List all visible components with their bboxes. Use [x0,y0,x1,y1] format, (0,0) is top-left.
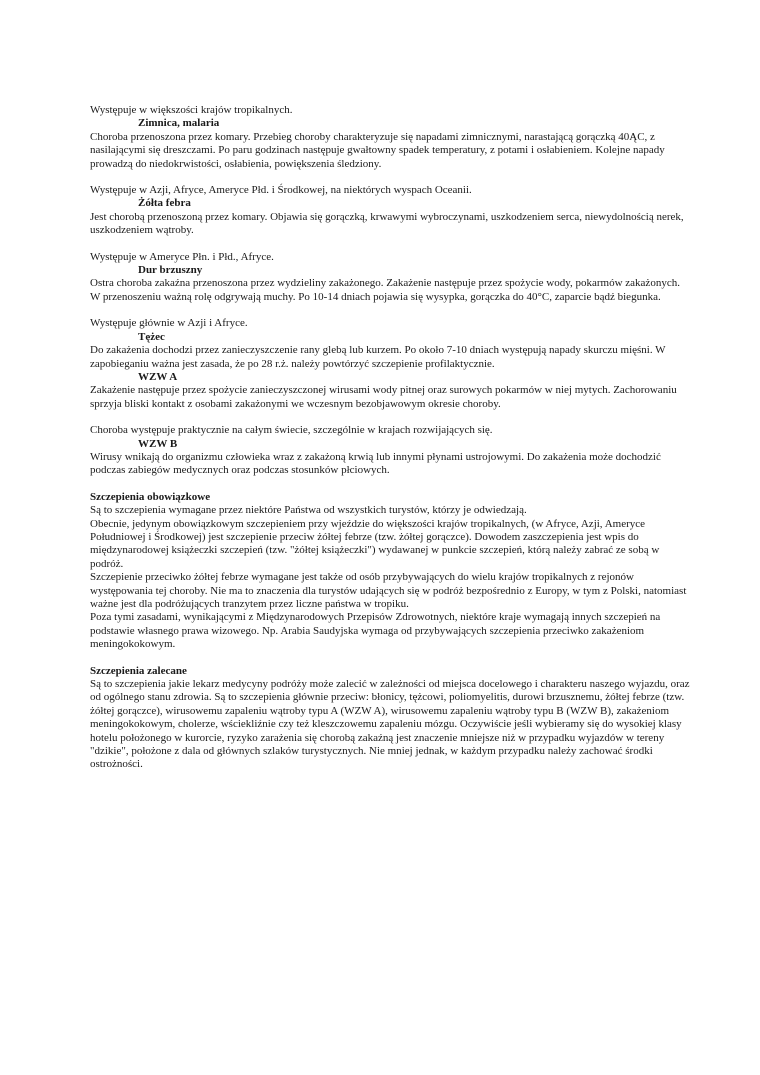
mandatory-paragraph: Poza tymi zasadami, wynikającymi z Międzynarodowych Przepisów Zdrowotnych, niektóre kraje wymagają innych szczepień na podstawie własnego prawa wizowego. Np. Arabia Saudyjska wymaga od przybywających szczepienia przeciwko zakażeniom meningokokowym. [90,611,661,651]
section-heading-recommended-vaccinations: Szczepienia zalecane [90,664,187,677]
section-heading-hepatitis-b: WZW B [138,437,178,450]
section-heading-tetanus: Tężec [138,330,165,343]
occurrence-line: Występuje w Azji, Afryce, Ameryce Płd. i Środkowej, na niektórych wyspach Oceanii. [90,184,472,197]
occurrence-line: Choroba występuje praktycznie na całym świecie, szczególnie w krajach rozwijających się. [90,424,493,437]
occurrence-line: Występuje w większości krajów tropikalnych. [90,104,293,116]
mandatory-paragraph: Obecnie, jedynym obowiązkowym szczepieniem przy wjeździe do większości krajów tropikalnych, (w Afryce, Azji, Ameryce Południowej i Środkowej) jest szczepienie przeciw żółtej febrze (tzw. żółtej gorączce). Dowodem zaszczepienia jest wpis do międzynarodowej książeczki szczepień (tzw. "żółtej książeczki") wydawanej w punkcie szczepień, którą należy zabrać ze sobą w podróż. [90,517,660,570]
malaria-description: Choroba przenoszona przez komary. Przebieg choroby charakteryzuje się napadami zimnicznymi, narastającą gorączką 40ĄC, z nasilającymi się dreszczami. Po paru godzinach następuje gwałtowny spadek temperatury, z potami i osłabieniem. Kolejne napady prowadzą do niedokrwistości, osłabienia, powiększenia śledziony. [90,130,665,170]
section-heading-malaria: Zimnica, malaria [138,117,220,130]
section-heading-hepatitis-a: WZW A [138,370,178,383]
typhoid-description: Ostra choroba zakaźna przenoszona przez wydzieliny zakażonego. Zakażenie następuje przez spożycie wody, pokarmów zakażonych. W przenoszeniu ważną rolę odgrywają muchy. Po 10-14 dniach pojawia się wysypka, gorączka do 40°C, zaparcie bądź biegunka. [90,277,680,303]
mandatory-paragraph: Są to szczepienia wymagane przez niektóre Państwa od wszystkich turystów, którzy je odwiedzają. [90,504,527,517]
section-heading-yellow-fever: Żółta febra [138,197,191,210]
mandatory-paragraph: Szczepienie przeciwko żółtej febrze wymagane jest także od osób przybywających do wielu krajów tropikalnych z rejonów występowania tej choroby. Nie ma to znaczenia dla turystów udających się w podróż bezpośrednio z Europy, w tym z Polski, natomiast ważne jest dla podróżujących tranzytem przez liczne państwa w tropiku. [90,571,687,610]
section-heading-mandatory-vaccinations: Szczepienia obowiązkowe [90,490,211,503]
section-heading-typhoid: Dur brzuszny [138,264,203,277]
recommended-paragraph: Są to szczepienia jakie lekarz medycyny podróży może zalecić w zależności od miejsca docelowego i charakteru naszego wyjazdu, oraz od ogólnego stanu zdrowia. Są to szczepienia głównie przeciw: błonicy, tężcowi, poliomyelitis, durowi brzusznemu, żółtej febrze (tzw. żółtej gorączce), wirusowemu zapaleniu wątroby typu A (WZW A), wirusowemu zapaleniu wątroby typu B (WZW B), zakażeniom meningokokowym, cholerze, wściekliźnie czy też kleszczowemu zapaleniu mózgu. Oczywiście jeśli wybieramy się do wysokiej klasy hotelu położonego w kurorcie, ryzyko zarażenia się chorobą zakaźną jest znaczenie mniejsze niż w przypadku wyjazdów w tereny "dzikie", położone z dala od głównych szlaków turystycznych. Nie mniej jednak, w każdym przypadku należy zachować środki ostrożności. [90,678,690,771]
document-page [90,104,690,772]
hepatitis-b-description: Wirusy wnikają do organizmu człowieka wraz z zakażoną krwią lub innymi płynami ustrojowymi. Do zakażenia może dochodzić podczas zabiegów medycznych oraz podczas stosunków płciowych. [90,450,661,477]
occurrence-line: Występuje w Ameryce Płn. i Płd., Afryce. [90,250,274,263]
yellow-fever-description: Jest chorobą przenoszoną przez komary. Objawia się gorączką, krwawymi wybroczynami, uszkodzeniem serca, niewydolnością nerek, uszkodzeniem wątroby. [90,210,684,237]
occurrence-line: Występuje głównie w Azji i Afryce. [90,317,248,330]
tetanus-description: Do zakażenia dochodzi przez zanieczyszczenie rany glebą lub kurzem. Po około 7-10 dniach występują napady skurczu mięśni. W zapobieganiu ważna jest zasada, że po 28 r.ż. należy powtórzyć szczepienie profilaktycznie. [90,344,666,370]
hepatitis-a-description: Zakażenie następuje przez spożycie zanieczyszczonej wirusami wody pitnej oraz surowych pokarmów w niej mytych. Zachorowaniu sprzyja bliski kontakt z osobami zakażonymi we wczesnym bezobjawowym okresie choroby. [90,384,677,410]
